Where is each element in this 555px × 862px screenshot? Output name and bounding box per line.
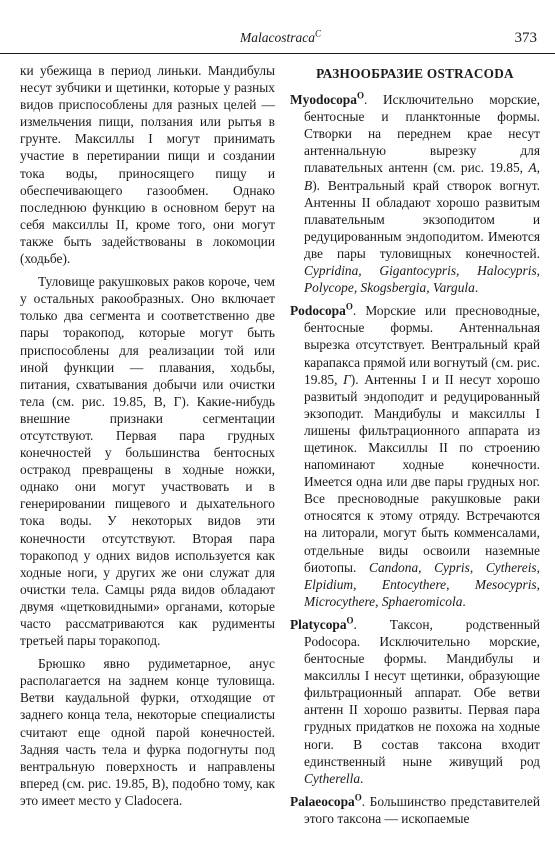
right-column: [290, 62, 540, 833]
taxon-name: Myodocopa: [290, 92, 357, 108]
taxon-rank-superscript: O: [346, 615, 354, 626]
entry-end: .: [360, 770, 364, 786]
paragraph-trunk: Туловище ракушковых раков короче, чем у остальных ракообразных. Оно включает только два сегмента и соответственно две пары торакопод, которые могут быть приспособлены для реализации той или иной функции — плавания, ходьбы, питания, схватывания добычи или очистки тела (см. рис. 19.85, В, Г). Какие-нибудь внешние признаки сегментации отсутствуют. Первая пара грудных конечностей у большинства бентосных остракод превращены в ходные ножки, однако они могут участвовать и в генерировании пищевого и дыхательного тока воды. У некоторых видов эти конечности отсутствуют. Вторая пара торакопод у одних видов используется как ходные ноги, у других же они служат для очистки тела. Самцы ряда видов обладают двумя «щетковидными» органами, которые часто рассматриваются как рудименты третьей пары торакопод.: [20, 274, 275, 649]
left-column: [20, 62, 275, 815]
genera-list: Cypridina, Gigantocypris, Halocypris, Polycope, Skogsbergia, Vargula: [304, 263, 540, 296]
running-head-text: Malacostraca: [240, 30, 315, 45]
paragraph-abdomen: Брюшко явно рудиметарное, анус располагается на заднем конце туловища. Ветви каудальной фурки, отходящие от заднего конца тела, некоторые специалисты считают еще одной парой конечностей. Задняя часть тела и фурка подогнуты под вентральную поверхность и направлены вперед (см. рис. 19.85, В), подобно тому, как это имеет место у Cladocera.: [20, 656, 275, 808]
taxon-entry-podocopa: [290, 302, 540, 610]
figure-reference: Г: [343, 371, 351, 387]
running-head: [240, 30, 321, 46]
entry-end: .: [474, 280, 479, 296]
entry-end: .: [462, 593, 466, 609]
taxon-description: . Большинство представителей этого таксона — ископаемые: [304, 793, 540, 826]
taxon-description: . Морские или пресноводные, бентосные формы. Антеннальная вырезка отсутствует. Вентральный край карапакса прямой или вогнутый (см. рис. 19.85,: [304, 303, 540, 387]
taxon-rank-superscript: O: [354, 792, 362, 803]
paragraph-mandibles: ки убежища в период линьки. Мандибулы несут зубчики и щетинки, которые у разных видов приспособлены для разных целей — измельчения пищи, ползания или рытья в грунте. Максиллы I могут принимать участие в перетирании пищи и создании тока воды, приносящего пищу и обеспечивающего газообмен. Однако последнюю функцию в основном берут на себя максиллы II, кроме того, они могут также быть задействованы в локомоции (ходьбе).: [20, 63, 275, 267]
taxon-description: . Таксон, родственный Podocopa. Исключительно морские, бентосные формы. Мандибулы и максиллы I несут щетинки, образующие фильтрационный аппарат. Обе ветви антенн II хорошо развиты. Первая пара грудных придатков не похожа на ходные ноги. В состав таксона входит единственный ныне живущий род: [304, 616, 540, 769]
figure-reference: А, В: [304, 160, 540, 193]
genera-list: Candona, Cypris, Cythereis, Elpidium, Entocythere, Mesocypris, Microcythere, Sphaeromicola: [304, 559, 540, 609]
taxon-description-cont: ). Антенны I и II несут хорошо развитый эндоподит и редуцированный экзоподит. Мандибулы и максиллы I лишены фильтрационного аппарата из щетинок. Максиллы II по строению напоминают ходные конечности. Имеется одна или две пары грудных ног. Все пресноводные ракушковые раки относятся к этому отряду. Встречаются на литорали, могут быть комменсалами, отдельные виды освоили наземные биотопы.: [304, 371, 541, 575]
taxon-entry-palaeocopa: [290, 793, 540, 827]
taxon-description-cont: ). Вентральный край створок вогнут. Антенны II обладают хорошо развитым плавательным экзоподитом и редуцированным эндоподитом. Имеются две пары туловищных конечностей.: [304, 177, 540, 261]
section-title: РАЗНООБРАЗИЕ OSTRACODA: [316, 66, 514, 81]
taxon-name: Podocopa: [290, 303, 346, 319]
taxon-entry-myodocopa: [290, 91, 540, 296]
page-header: [0, 0, 555, 62]
taxon-rank-superscript: O: [356, 90, 364, 101]
page-number: 373: [514, 30, 537, 46]
running-head-superscript: C: [315, 28, 322, 39]
taxon-entry-platycopa: [290, 616, 540, 787]
taxon-description: . Исключительно морские, бентосные и планктонные формы. Створки на переднем крае несут антеннальную вырезку для плавательных антенн (см. рис. 19.85,: [304, 92, 540, 176]
taxon-rank-superscript: O: [345, 301, 353, 312]
taxon-name: Platycopa: [290, 616, 347, 632]
taxon-name: Palaeocopa: [290, 793, 355, 809]
genera-list: Cytherella: [304, 770, 361, 786]
header-rule: [0, 53, 555, 54]
